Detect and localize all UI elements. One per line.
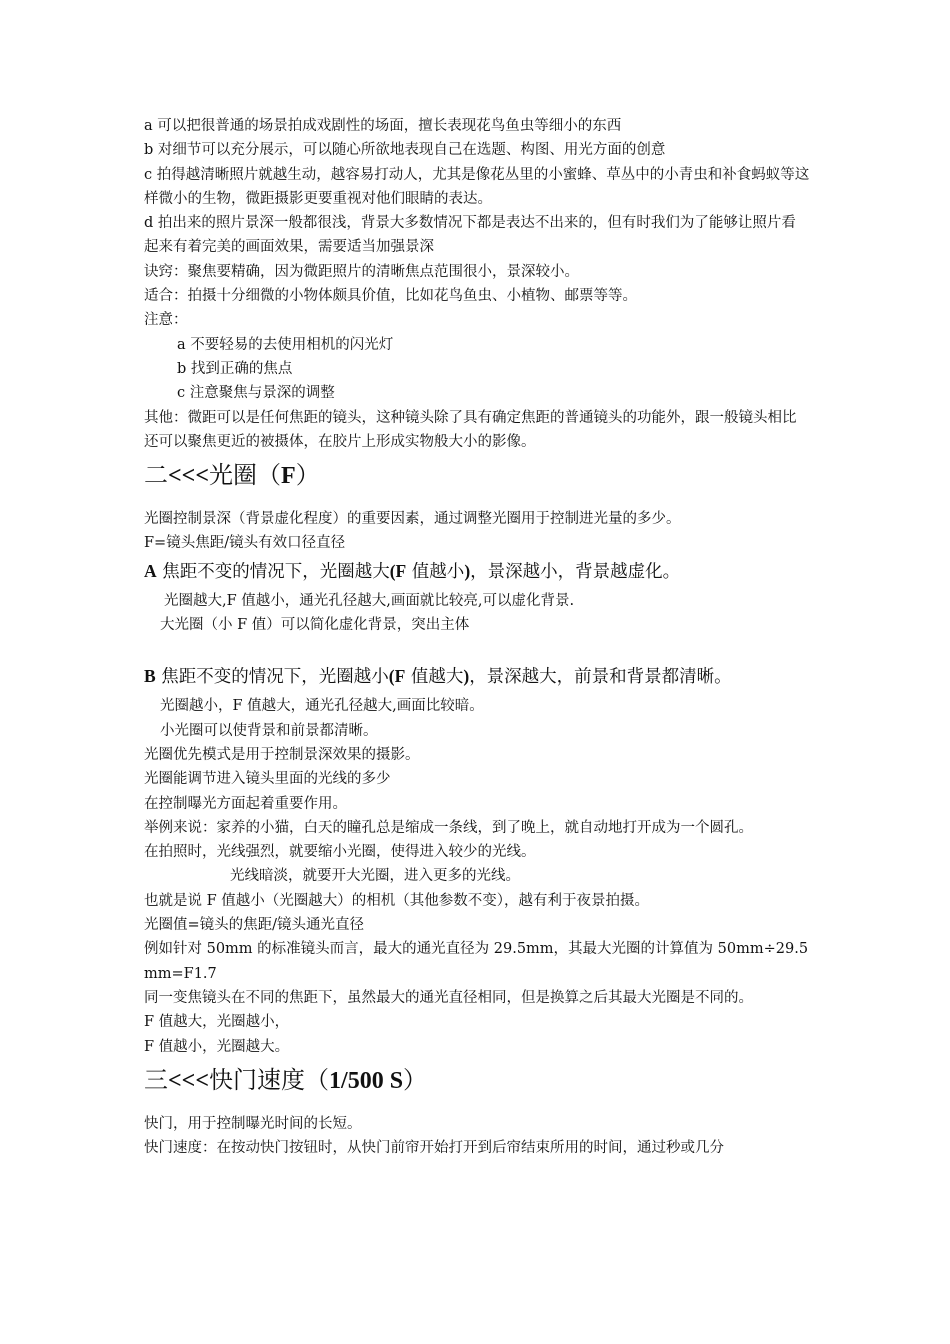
paragraph-suitable: 适合：拍摄十分细微的小物体颇具价值，比如花鸟鱼虫、小植物、邮票等等。	[144, 288, 637, 305]
aperture-line: 在控制曝光方面起着重要作用。	[144, 795, 347, 812]
aperture-line: F 值越小，光圈越大。	[144, 1038, 290, 1055]
aperture-point-a: A 焦距不变的情况下，光圈越大(F 值越小)，景深越小，背景越虚化。	[144, 560, 681, 582]
paragraph-tip: 诀窍：聚焦要精确，因为微距照片的清晰焦点范围很小，景深较小。	[144, 263, 579, 280]
paragraph-other: 其他：微距可以是任何焦距的镜头，这种镜头除了具有确定焦距的普通镜头的功能外，跟一般镜头相比还可以聚焦更近的被摄体，在胶片上形成实物般大小的影像。	[144, 409, 797, 450]
aperture-point-b: B 焦距不变的情况下，光圈越小(F 值越大)，景深越大，前景和背景都清晰。	[144, 666, 732, 688]
document-page	[144, 114, 810, 1160]
shutter-line: 快门，用于控制曝光时间的长短。	[144, 1115, 362, 1132]
paragraph-macro-b: b 对细节可以充分展示，可以随心所欲地表现自己在选题、构图、用光方面的创意	[144, 142, 666, 159]
aperture-point-a-detail: 光圈越大,F 值越小，通光孔径越大,画面就比较亮,可以虚化背景.	[164, 592, 575, 609]
aperture-line: 也就是说 F 值越小（光圈越大）的相机（其他参数不变），越有利于夜景拍摄。	[144, 892, 650, 909]
aperture-line: F 值越大，光圈越小，	[144, 1014, 290, 1031]
heading-aperture: 二<<<光圈（F）	[144, 461, 320, 490]
aperture-line: 光圈值=镜头的焦距/镜头通光直径	[144, 917, 365, 934]
aperture-line: 光线暗淡，就要开大光圈，进入更多的光线。	[230, 868, 520, 885]
aperture-line: 在拍照时，光线强烈，就要缩小光圈，使得进入较少的光线。	[144, 844, 536, 861]
note-item: a 不要轻易的去使用相机的闪光灯	[177, 336, 394, 353]
note-item: b 找到正确的焦点	[177, 360, 293, 377]
blank-line	[144, 637, 810, 661]
paragraph-macro-c: c 拍得越清晰照片就越生动，越容易打动人，尤其是像花丛里的小蜜蜂、草丛中的小青虫和补食蚂蚁等这样微小的生物，微距摄影更要重视对他们眼睛的表达。	[144, 166, 810, 207]
heading-shutter-speed: 三<<<快门速度（1/500 S）	[144, 1065, 428, 1094]
shutter-line: 快门速度：在按动快门按钮时，从快门前帘开始打开到后帘结束所用的时间，通过秒或几分	[144, 1140, 724, 1157]
aperture-line: 举例来说：家养的小猫，白天的瞳孔总是缩成一条线，到了晚上，就自动地打开成为一个圆孔。	[144, 819, 753, 836]
aperture-point-b-detail: 光圈越小，F 值越大，通光孔径越大,画面比较暗。	[160, 698, 484, 715]
aperture-intro: 光圈控制景深（背景虚化程度）的重要因素，通过调整光圈用于控制进光量的多少。	[144, 511, 681, 528]
paragraph-macro-d: d 拍出来的照片景深一般都很浅，背景大多数情况下都是表达不出来的，但有时我们为了能够让照片看起来有着完美的画面效果，需要适当加强景深	[144, 215, 796, 256]
aperture-point-b-detail: 小光圈可以使背景和前景都清晰。	[160, 722, 378, 739]
note-title: 注意：	[144, 312, 188, 329]
aperture-line: 光圈优先模式是用于控制景深效果的摄影。	[144, 746, 420, 763]
aperture-line: 光圈能调节进入镜头里面的光线的多少	[144, 771, 391, 788]
aperture-line: 同一变焦镜头在不同的焦距下，虽然最大的通光直径相同，但是换算之后其最大光圈是不同的。	[144, 989, 753, 1006]
aperture-line: 例如针对 50mm 的标准镜头而言，最大的通光直径为 29.5mm，其最大光圈的计算值为 50mm÷29.5mm=F1.7	[144, 941, 809, 982]
note-item: c 注意聚焦与景深的调整	[177, 385, 335, 402]
paragraph-macro-a: a 可以把很普通的场景拍成戏剧性的场面，擅长表现花鸟鱼虫等细小的东西	[144, 118, 622, 134]
aperture-formula: F=镜头焦距/镜头有效口径直径	[144, 535, 346, 552]
aperture-point-a-detail: 大光圈（小 F 值）可以简化虚化背景，突出主体	[160, 617, 470, 634]
